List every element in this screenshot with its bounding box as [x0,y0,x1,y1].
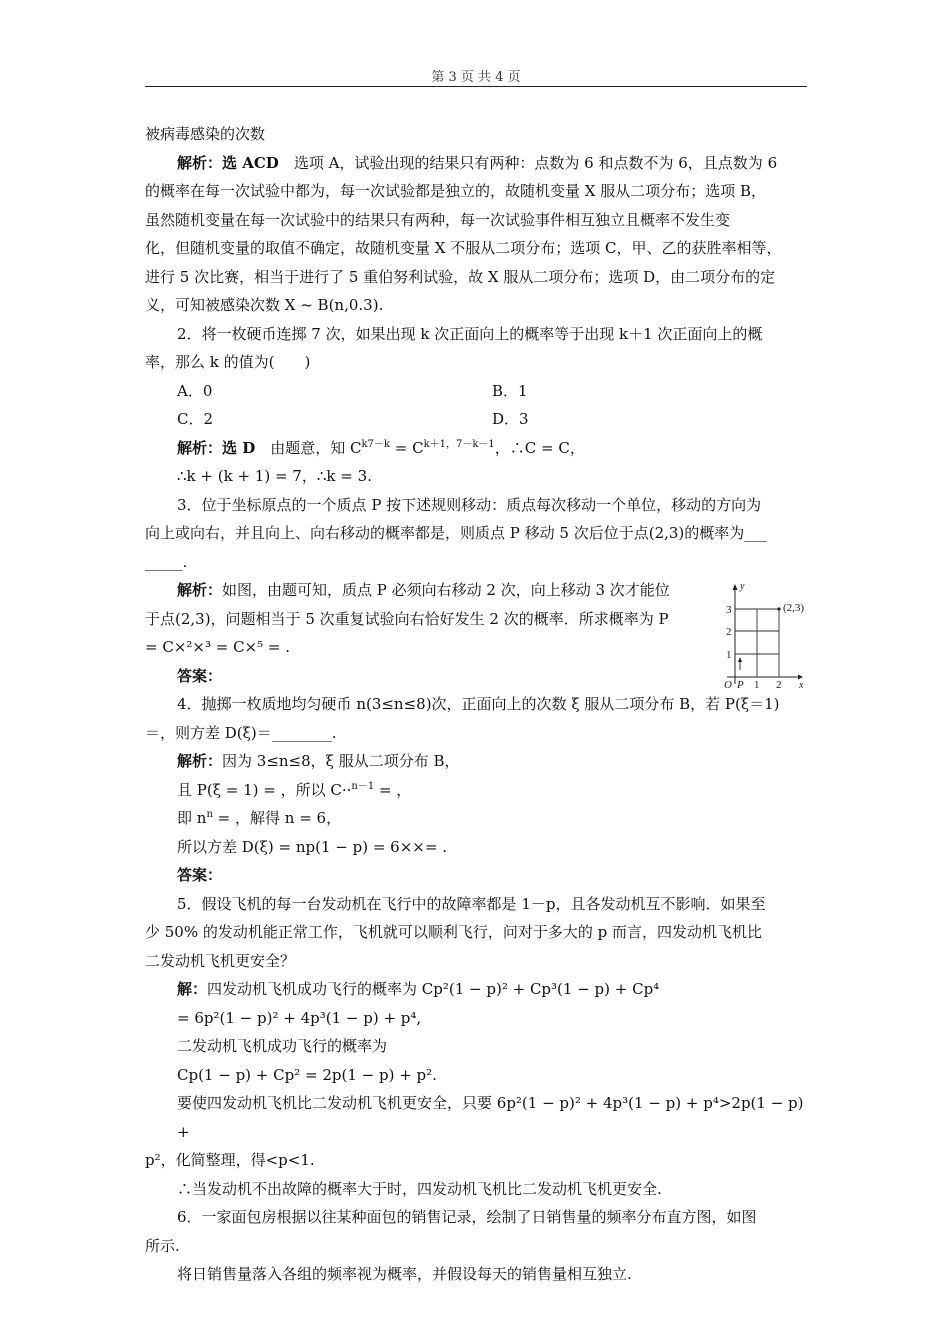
answer-label: 答案： [177,666,223,685]
y-tick-label: 1 [726,649,732,661]
text-line: 所示. [145,1236,180,1255]
text-line: = C×²×³ = C×⁵ = . [145,638,291,656]
text-line: 化，但随机变量的取值不确定，故随机变量 X 不服从二项分布；选项 C，甲、乙的获胜率相等， [145,239,782,257]
text-line: Cp(1 − p) + Cp² = 2p(1 − p) + p². [177,1065,437,1084]
solution-2 [145,434,807,463]
options-row [145,377,807,406]
page-header: 第 3 页 共 4 页 [431,70,521,85]
lattice-path-figure [715,578,807,690]
solution-5 [145,975,807,1004]
solution-label: 解析： [177,581,223,599]
text-line: 所以方差 D(ξ) = np(1 − p) = 6××= . [177,837,447,856]
solution-3 [145,576,807,690]
y-axis-arrow [733,584,738,590]
text-line: _____. [145,552,188,571]
text-line [145,576,707,605]
text-line: 率，那么 k 的值为( ) [145,353,311,371]
text-line: ＝，则方差 D(ξ)＝________. [145,723,337,742]
solution-label: 解析：选 D [177,438,256,457]
text-line: 将日销售量落入各组的频率视为概率，并假设每天的销售量相互独立. [177,1265,632,1283]
text-span: 即 n [177,809,207,827]
text-line: p²，化简整理，得<p<1. [145,1151,315,1169]
y-tick-label: 2 [726,626,732,638]
text-line: 二发动机飞机成功飞行的概率为 [177,1037,388,1055]
point-label: (2,3) [783,602,805,614]
text-line: 虽然随机变量在每一次试验中的结果只有两种，每一次试验事件相互独立且概率不发生变 [145,210,731,229]
superscript: k＋1，7－k－1 [423,438,495,450]
text-span: 如图，由题可知，质点 P 必须向右移动 2 次，向上移动 3 次才能位 [222,581,670,599]
origin-label: O [724,679,732,690]
text-span: = ， [374,780,412,799]
text-span: 且 P(ξ = 1) = ，所以 C·· [177,780,352,799]
text-line: 二发动机飞机更安全？ [145,951,296,970]
superscript: n－1 [351,780,375,792]
superscript: n [206,809,213,820]
question-6: 6．一家面包房根据以往某种面包的销售记录，绘制了日销售量的频率分布直方图，如图 [177,1208,757,1226]
text-span: 选项 A，试验出现的结果只有两种：点数为 6 和点数不为 6，且点数为 6 [278,153,778,172]
x-axis-arrow [798,675,803,680]
text-span: 四发动机飞机成功飞行的概率为 Cp²(1 − p)² + Cp³(1 − p) + Cp⁴ [207,980,660,998]
y-axis-label: y [740,581,745,592]
text-span: = ，解得 n = 6， [212,809,342,827]
solution-1 [145,149,807,178]
text-line: = 6p²(1 − p)² + 4p³(1 − p) + p⁴, [177,1008,422,1027]
text-line [145,776,807,805]
solution-label: 解析： [177,752,223,770]
solution-3-text [145,576,707,690]
text-line: 进行 5 次比赛，相当于进行了 5 重伯努利试验，故 X 服从二项分布；选项 D，由二项分布的定 [145,267,776,286]
x-tick-label: 2 [776,679,782,690]
y-tick-label: 3 [726,604,732,616]
option-a: A．0 [177,381,213,400]
text-span: 由题意，知 C [255,438,362,457]
superscript: k7－k [361,438,390,450]
text-line: 少 50% 的发动机能正常工作，飞机就可以顺利飞行，问对于多大的 p 而言，四发动机飞机比 [145,923,763,941]
solution-label: 解： [177,980,208,998]
text-line: ∴k + (k + 1) = 7，∴k = 3. [177,467,372,485]
text-line: 要使四发动机飞机比二发动机飞机更安全，只要 6p²(1 − p)² + 4p³(1 − p) + p⁴>2p(1 − p) + [177,1094,804,1141]
text-line: 于点(2,3)，问题相当于 5 次重复试验向右恰好发生 2 次的概率．所求概率为 P [145,609,669,628]
text-line: 义，可知被感染次数 X ~ B(n,0.3). [145,296,384,314]
text-line: 的概率在每一次试验中都为，每一次试验都是独立的，故随机变量 X 服从二项分布；选项 B， [145,182,767,200]
p-label: P [737,679,744,690]
x-tick-label: 1 [754,679,760,690]
move-arrowhead [738,657,742,662]
question-5: 5．假设飞机的每一台发动机在飞行中的故障率都是 1－p，且各发动机互不影响．如果至 [177,894,766,913]
target-point [777,607,780,610]
options-row [145,405,807,434]
option-b: B．1 [492,381,528,400]
text-line [145,804,807,833]
question-2: 2．将一枚硬币连掷 7 次，如果出现 k 次正面向上的概率等于出现 k＋1 次正面向上的概 [177,324,763,343]
text-line: 被病毒感染的次数 [145,125,266,143]
x-axis-label: x [799,680,804,690]
answer-label: 答案： [177,866,223,884]
header-rule [145,86,807,87]
text-span: = C [389,438,424,457]
document-body [145,120,807,1289]
question-4: 4．抛掷一枚质地均匀硬币 n(3≤n≤8)次，正面向上的次数 ξ 服从二项分布 B，若 P(ξ＝1) [177,695,780,713]
text-span: ，∴C = C， [494,438,585,457]
text-line: 向上或向右，并且向上、向右移动的概率都是，则质点 P 移动 5 次后位于点(2,3)的概率为___ [145,524,767,542]
text-span: 因为 3≤n≤8，ξ 服从二项分布 B， [222,752,460,770]
solution-4 [145,747,807,776]
question-3: 3．位于坐标原点的一个质点 P 按下述规则移动：质点每次移动一个单位，移动的方向为 [177,495,762,514]
option-d: D．3 [492,410,529,428]
option-c: C．2 [177,410,214,428]
solution-label: 解析：选 ACD [177,153,279,172]
text-line: ∴当发动机不出故障的概率大于时，四发动机飞机比二发动机飞机更安全. [177,1179,662,1198]
